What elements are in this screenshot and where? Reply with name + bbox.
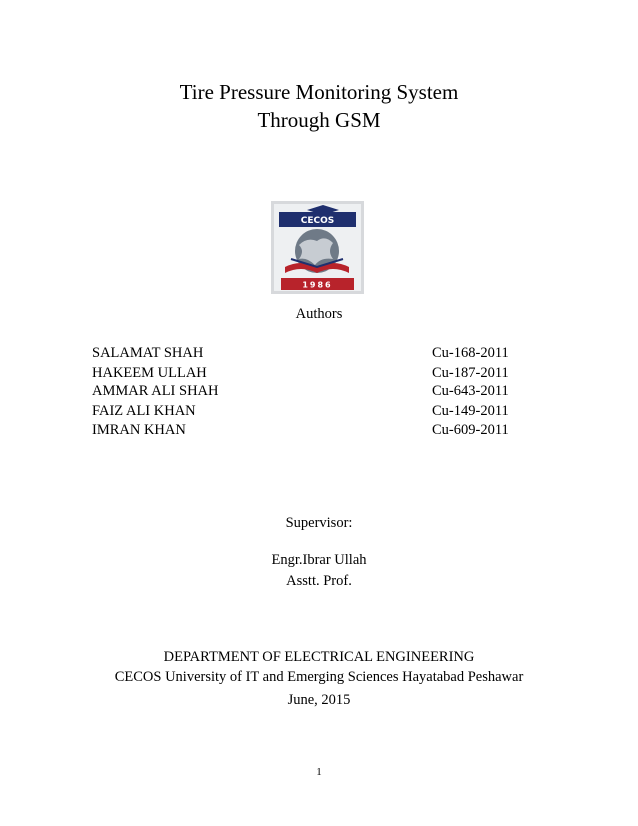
logo-banner-text: CECOS xyxy=(300,216,335,226)
author-name: IMRAN KHAN xyxy=(92,422,186,438)
author-row xyxy=(92,343,534,363)
author-id: Cu-643-2011 xyxy=(432,383,509,399)
supervisor-name: Engr.Ibrar Ullah xyxy=(271,552,367,568)
authors-heading: Authors xyxy=(295,306,343,322)
author-name: FAIZ ALI KHAN xyxy=(92,403,196,419)
title-line-1: Tire Pressure Monitoring System xyxy=(179,80,459,104)
page-number: 1 xyxy=(316,766,322,778)
supervisor-title: Asstt. Prof. xyxy=(286,573,352,589)
author-row xyxy=(92,401,534,421)
logo-year-text: 1986 xyxy=(302,280,333,290)
author-name: SALAMAT SHAH xyxy=(92,345,204,361)
author-row xyxy=(92,381,534,401)
cecos-university-seal-icon xyxy=(271,201,364,294)
author-id: Cu-168-2011 xyxy=(432,345,509,361)
author-id: Cu-187-2011 xyxy=(432,365,509,381)
title-line-2: Through GSM xyxy=(257,108,381,132)
author-name: AMMAR ALI SHAH xyxy=(92,383,219,399)
author-row xyxy=(92,363,534,383)
university-name: CECOS University of IT and Emerging Sciences Hayatabad Peshawar xyxy=(114,669,524,685)
author-row xyxy=(92,420,534,440)
department-name: DEPARTMENT OF ELECTRICAL ENGINEERING xyxy=(163,649,475,665)
author-id: Cu-149-2011 xyxy=(432,403,509,419)
supervisor-heading: Supervisor: xyxy=(285,515,353,531)
submission-date: June, 2015 xyxy=(287,692,351,708)
author-id: Cu-609-2011 xyxy=(432,422,509,438)
author-name: HAKEEM ULLAH xyxy=(92,365,207,381)
